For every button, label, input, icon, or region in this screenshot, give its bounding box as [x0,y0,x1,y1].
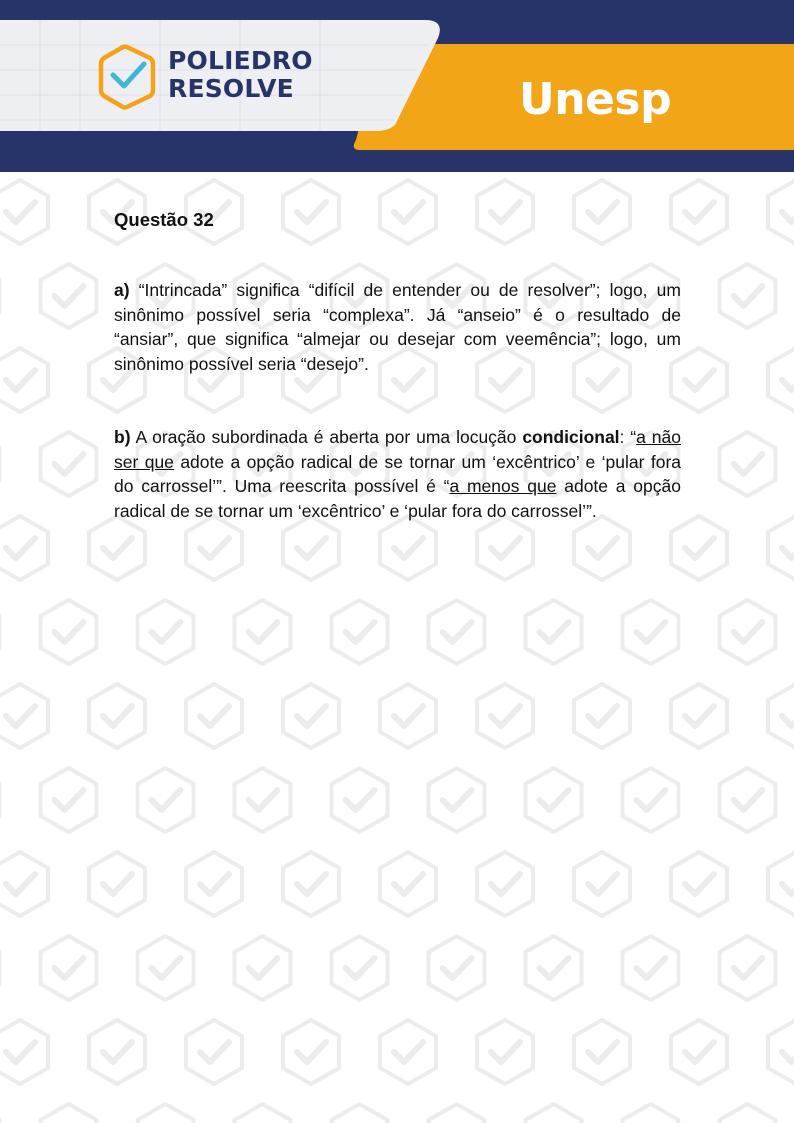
pattern-tile [235,1104,291,1123]
pattern-tile [283,684,339,748]
pattern-tile [332,1104,388,1123]
brand-line-2: RESOLVE [168,74,294,103]
pattern-tile [671,684,727,748]
pattern-tile [768,180,794,244]
pattern-tile [477,1020,533,1084]
pattern-tile [720,600,776,664]
pattern-tile [41,768,97,832]
pattern-tile [768,348,794,412]
pattern-tile [623,600,679,664]
pattern-tile [574,1020,630,1084]
pattern-tile [720,768,776,832]
pattern-tile [768,516,794,580]
pattern-tile [623,1104,679,1123]
answer-b-bold-word: condicional [522,427,620,447]
pattern-tile [41,936,97,1000]
pattern-tile [477,684,533,748]
pattern-tile [89,516,145,580]
pattern-tile [380,1020,436,1084]
pattern-tile [768,684,794,748]
pattern-tile [235,600,291,664]
pattern-tile [186,684,242,748]
pattern-tile [283,1020,339,1084]
pattern-tile [283,852,339,916]
pattern-tile [623,768,679,832]
pattern-tile [332,936,388,1000]
pattern-tile [623,936,679,1000]
pattern-tile [380,516,436,580]
pattern-tile [526,768,582,832]
pattern-tile [671,852,727,916]
pattern-tile [89,852,145,916]
pattern-tile [89,684,145,748]
pattern-tile [332,600,388,664]
pattern-tile [138,768,194,832]
pattern-tile [138,600,194,664]
answer-b [114,425,681,523]
pattern-tile [429,936,485,1000]
pattern-tile [429,1104,485,1123]
pattern-tile [41,600,97,664]
pattern-tile [186,852,242,916]
pattern-tile [526,936,582,1000]
pattern-tile [0,348,48,412]
page-header [0,0,794,172]
pattern-tile [283,516,339,580]
pattern-tile [720,264,776,328]
pattern-tile [671,516,727,580]
answer-b-text-4: adote a opção radical de se tornar um ‘excêntrico’ e ‘pular fora do carrossel’”. [114,476,681,521]
pattern-tile [186,1020,242,1084]
university-name: Unesp [519,74,672,125]
answer-b-text-1: A oração subordinada é aberta por uma locução [130,427,523,447]
pattern-tile [0,684,48,748]
pattern-tile [574,852,630,916]
pattern-tile [768,1020,794,1084]
pattern-tile [477,516,533,580]
pattern-tile [768,852,794,916]
pattern-tile [671,1020,727,1084]
pattern-tile [720,936,776,1000]
question-content [114,208,681,523]
pattern-tile [235,936,291,1000]
pattern-tile [380,684,436,748]
pattern-tile [41,432,97,496]
answer-a-label: a) [114,280,130,300]
answer-b-underline-1: a não ser que [114,427,681,472]
pattern-tile [574,516,630,580]
pattern-tile [0,180,48,244]
pattern-tile [235,768,291,832]
pattern-tile [0,516,48,580]
pattern-tile [41,264,97,328]
pattern-tile [574,684,630,748]
answer-b-label: b) [114,427,131,447]
answer-a-text: “Intrincada” significa “difícil de entender ou de resolver”; logo, um sinônimo possível seria “complexa”. Já “anseio” é o resultado de “ansiar”, que significa “almejar ou desejar com veemência”; logo, um sinônimo possível seria “desejo”. [114,280,681,374]
pattern-tile [526,1104,582,1123]
answer-b-text-3: adote a opção radical de se tornar um ‘excêntrico’ e ‘pular fora do carrossel’”. Uma reescrita possível é “ [114,451,682,496]
pattern-tile [429,600,485,664]
brand-logo-text [168,47,313,103]
pattern-tile [138,936,194,1000]
pattern-tile [138,1104,194,1123]
pattern-tile [380,852,436,916]
pattern-tile [0,852,48,916]
pattern-tile [186,516,242,580]
answer-a [114,278,681,376]
answer-b-underline-2: a menos que [449,476,557,496]
brand-line-1: POLIEDRO [168,46,313,75]
pattern-tile [429,768,485,832]
pattern-tile [477,852,533,916]
pattern-tile [526,600,582,664]
pattern-tile [720,432,776,496]
pattern-tile [89,1020,145,1084]
pattern-tile [720,1104,776,1123]
pattern-tile [0,1020,48,1084]
answer-b-text-2: : “ [619,427,637,447]
question-title: Questão 32 [114,209,214,230]
pattern-tile [41,1104,97,1123]
pattern-tile [332,768,388,832]
